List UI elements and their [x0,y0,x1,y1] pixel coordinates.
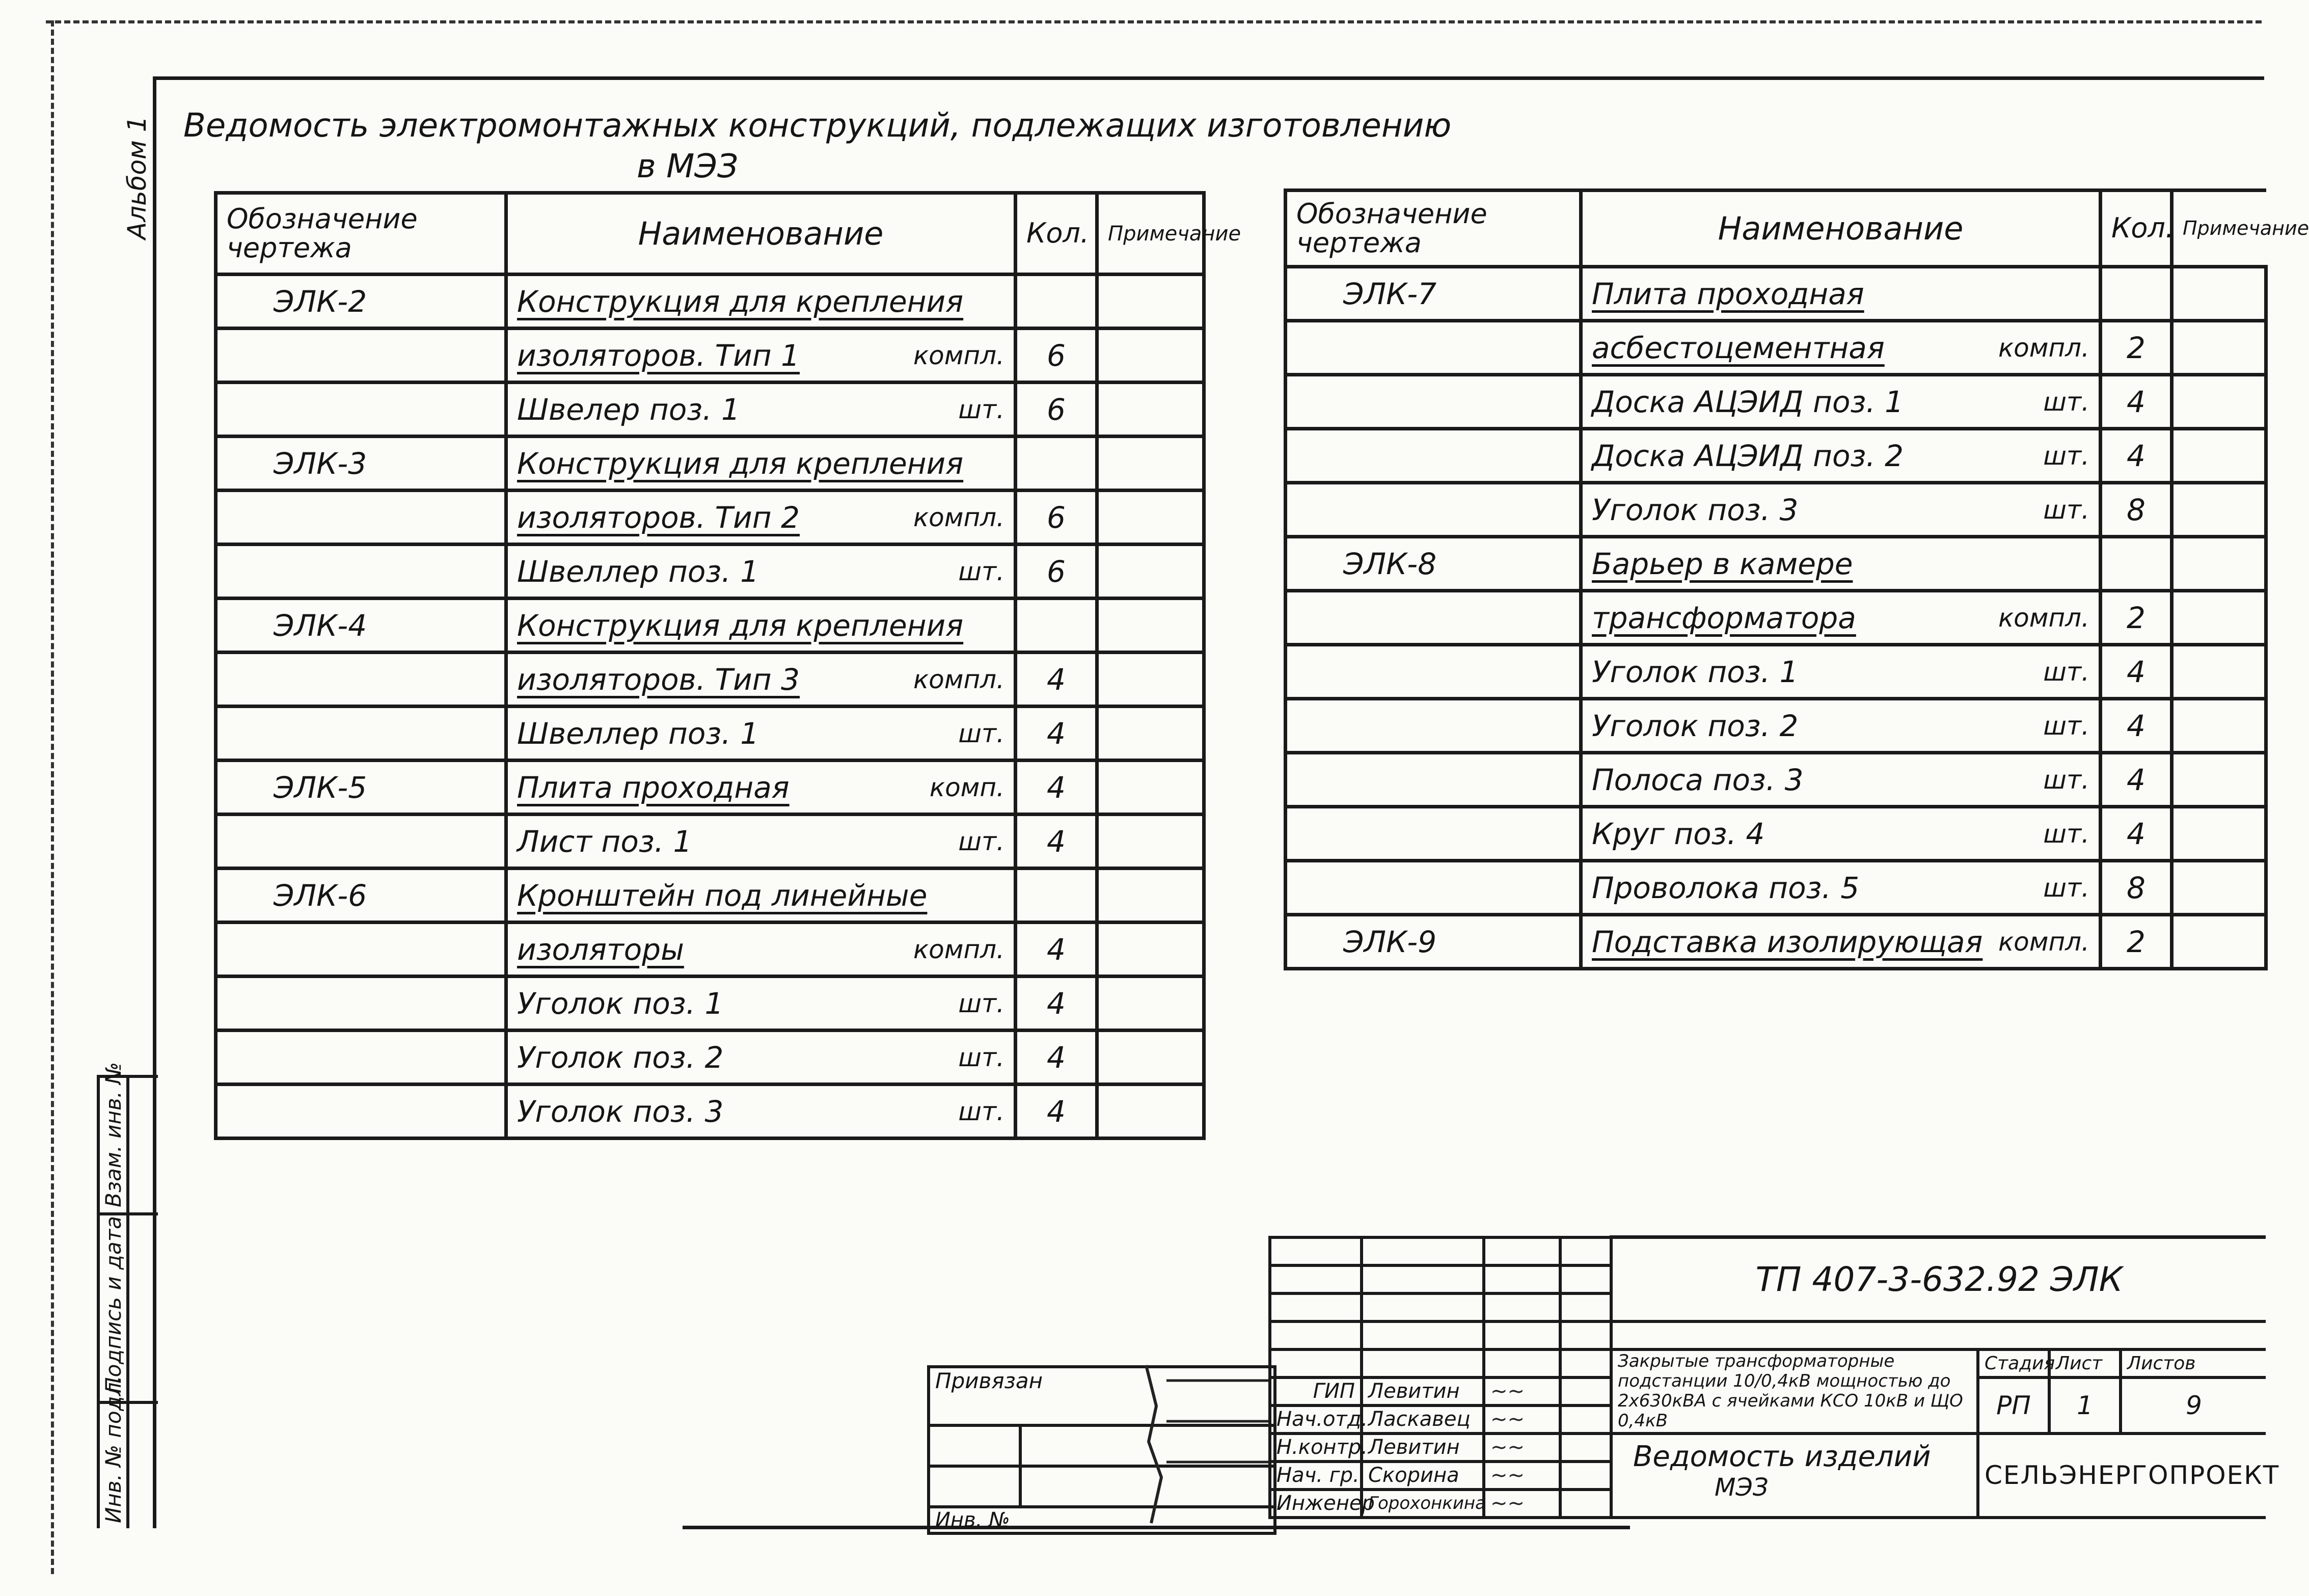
item-name-cell [1581,429,2101,483]
col-qty: Кол. [2101,191,2172,267]
item-note [2172,861,2266,915]
organization: СЕЛЬЭНЕРГОПРОЕКТ [1978,1433,2266,1518]
table-row [1286,807,2266,861]
item-name: Уголок поз. 3 [517,1094,724,1129]
sheets-label: Листов [2121,1349,2266,1377]
drawing-code [216,1085,506,1139]
item-unit: шт. [2043,495,2089,525]
item-unit: шт. [958,394,1004,424]
item-qty: 4 [1016,761,1097,815]
table-row [216,275,1204,329]
table-row [216,761,1204,815]
item-note [2172,537,2266,591]
role-1: Нач.отд. [1270,1405,1362,1433]
item-name: Конструкция для крепления [517,446,964,481]
table-row [1286,429,2266,483]
item-note [1097,815,1204,869]
item-unit: компл. [913,664,1004,694]
inner-left-border [153,76,156,1528]
item-name-cell [1581,591,2101,645]
title-block [1268,1235,2280,1519]
item-qty: 4 [2101,753,2172,807]
table-row [1286,861,2266,915]
item-note [1097,869,1204,923]
item-name: Полоса поз. 3 [1592,762,1804,797]
item-qty: 4 [2101,429,2172,483]
item-name: Уголок поз. 2 [1592,708,1799,743]
table-row [216,329,1204,383]
item-note [1097,977,1204,1031]
item-qty: 4 [1016,1031,1097,1085]
item-unit: компл. [913,934,1004,964]
drawing-code [1286,645,1581,699]
item-unit: компл. [913,340,1004,370]
item-unit: шт. [958,826,1004,856]
item-name-cell [1581,645,2101,699]
item-name-cell [506,761,1016,815]
drawing-code [216,923,506,977]
item-note [1097,761,1204,815]
role-2: Н.контр. [1270,1433,1362,1462]
table-row [216,545,1204,599]
item-name-cell [506,869,1016,923]
item-name: Швелер поз. 1 [517,392,740,427]
item-name-cell [1581,699,2101,753]
item-name: Барьер в камере [1592,546,1853,581]
role-0: ГИП [1270,1377,1362,1405]
privyazan-label: Привязан [929,1367,1275,1425]
item-qty [1016,275,1097,329]
item-name-cell [1581,321,2101,375]
item-name: Швеллер поз. 1 [517,554,759,589]
name-4: Горохонкина [1362,1490,1484,1518]
item-name: изоляторы [517,932,684,967]
drawing-code: ЭЛК-9 [1286,915,1581,969]
right-spec-table [1284,188,2309,970]
item-unit: шт. [958,1096,1004,1126]
item-qty: 4 [1016,977,1097,1031]
item-note [2172,591,2266,645]
drawing-code: ЭЛК-7 [1286,267,1581,321]
item-qty: 6 [1016,491,1097,545]
sheet-title-line1: Ведомость изделий [1633,1440,1931,1473]
item-note [1097,491,1204,545]
item-note [1097,545,1204,599]
col-designation: Обозначение чертежа [216,193,506,275]
item-name-cell [1581,537,2101,591]
item-unit: шт. [958,556,1004,586]
item-qty: 4 [1016,923,1097,977]
item-note [2172,321,2266,375]
item-note [2172,753,2266,807]
item-name-cell [506,599,1016,653]
role-4: Инженер [1270,1490,1362,1518]
item-unit: шт. [2043,765,2089,795]
privyazan-inv: Инв. № [929,1507,1275,1533]
project-description: Закрытые трансформаторные подстанции 10/0,4кВ мощностью до 2х630кВА с ячейками КСО 10кВ и ЩО 0,4кВ [1611,1349,1978,1433]
drawing-code: ЭЛК-5 [216,761,506,815]
item-note [2172,699,2266,753]
item-unit: компл. [1998,603,2089,633]
drawing-code [216,1031,506,1085]
left-spec-table [214,191,1241,1140]
drawing-code [216,707,506,761]
item-name: Швеллер поз. 1 [517,716,759,751]
drawing-code [216,815,506,869]
inner-top-border [153,76,2264,80]
item-name-cell [506,977,1016,1031]
item-qty: 4 [2101,645,2172,699]
item-name: Плита проходная [517,770,790,805]
item-qty [1016,437,1097,491]
name-2: Левитин [1362,1433,1484,1462]
item-name-cell [506,1085,1016,1139]
table-row [1286,699,2266,753]
item-name: Лист поз. 1 [517,824,692,859]
drawing-code: ЭЛК-2 [216,275,506,329]
item-name: изоляторов. Тип 3 [517,662,800,697]
side-strip-border-left [97,1075,100,1528]
item-name: изоляторов. Тип 2 [517,500,800,535]
item-qty: 4 [2101,375,2172,429]
item-name: Кронштейн под линейные [517,878,928,913]
item-note [1097,1031,1204,1085]
side-strip-div-1 [97,1212,158,1215]
item-name: Уголок поз. 2 [517,1040,724,1075]
item-qty: 4 [1016,815,1097,869]
top-frame-dashed [46,20,2262,23]
table-row [1286,753,2266,807]
sheet-label: Лист [2049,1349,2121,1377]
item-unit: шт. [2043,441,2089,471]
drawing-code [1286,591,1581,645]
item-name: Уголок поз. 1 [1592,654,1799,689]
item-name-cell [506,1031,1016,1085]
item-name: Конструкция для крепления [517,608,964,643]
item-note [2172,645,2266,699]
col-qty: Кол. [1016,193,1097,275]
item-name: Конструкция для крепления [517,284,964,319]
drawing-code [1286,699,1581,753]
item-qty [2101,537,2172,591]
document-subtitle: в МЭЗ [637,148,738,185]
item-note [2172,807,2266,861]
drawing-code [1286,429,1581,483]
table-row [1286,645,2266,699]
item-qty: 6 [1016,329,1097,383]
item-note [1097,437,1204,491]
drawing-code [1286,375,1581,429]
name-0: Левитин [1362,1377,1484,1405]
item-note [1097,329,1204,383]
item-qty: 4 [2101,699,2172,753]
item-note [2172,375,2266,429]
signature-2: ~~ [1484,1433,1560,1462]
col-designation: Обозначение чертежа [1286,191,1581,267]
item-name: Плита проходная [1592,276,1864,311]
sheets-value: 9 [2121,1377,2266,1433]
signature-0: ~~ [1484,1377,1560,1405]
table-row [216,383,1204,437]
stage-value: РП [1978,1377,2049,1433]
side-strip-podpis: Подпись и дата [101,1216,126,1393]
item-qty: 2 [2101,915,2172,969]
item-note [2172,915,2266,969]
item-unit: шт. [2043,711,2089,741]
item-name-cell [1581,753,2101,807]
col-note: Примечание [1097,193,1204,275]
name-3: Скорина [1362,1462,1484,1490]
item-unit: комп. [929,772,1004,802]
stage-label: Стадия [1978,1349,2049,1377]
item-unit: шт. [958,1042,1004,1072]
table-row [1286,537,2266,591]
table-row [216,491,1204,545]
table-row [216,599,1204,653]
table-header-row [216,193,1204,275]
drawing-code [1286,807,1581,861]
role-3: Нач. гр. [1270,1462,1362,1490]
table-row [216,707,1204,761]
drawing-code [1286,753,1581,807]
drawing-code [216,383,506,437]
item-name-cell [506,653,1016,707]
table-row [216,869,1204,923]
col-name: Наименование [506,193,1016,275]
item-unit: компл. [913,502,1004,532]
item-name: трансформатора [1592,600,1856,635]
item-name: Доска АЦЭИД поз. 1 [1592,384,1904,419]
table-row [1286,267,2266,321]
item-name: Подставка изолирующая [1592,924,1983,959]
table-row [216,1085,1204,1139]
item-unit: шт. [958,718,1004,748]
connector-mark [1136,1360,1279,1528]
item-name-cell [506,437,1016,491]
item-qty: 6 [1016,383,1097,437]
item-note [1097,599,1204,653]
item-name-cell [506,545,1016,599]
item-unit: компл. [1998,927,2089,957]
item-name-cell [506,707,1016,761]
table-row [216,1031,1204,1085]
item-note [1097,1085,1204,1139]
table-row [216,977,1204,1031]
album-label: Альбом 1 [122,116,152,239]
sheet-title-line2: МЭЗ [1715,1473,1769,1502]
left-frame-dashed [51,20,54,1574]
item-name: асбестоцементная [1592,330,1885,365]
item-qty: 4 [2101,807,2172,861]
signature-1: ~~ [1484,1405,1560,1433]
drawing-code [1286,321,1581,375]
item-unit: шт. [2043,387,2089,417]
sheet-value: 1 [2049,1377,2121,1433]
drawing-code [216,545,506,599]
item-name: Круг поз. 4 [1592,816,1765,851]
item-name-cell [1581,483,2101,537]
side-strip-vzam: Взам. инв. № [101,1062,126,1207]
table-row [1286,915,2266,969]
item-qty [1016,869,1097,923]
signature-3: ~~ [1484,1462,1560,1490]
item-name-cell [1581,807,2101,861]
drawing-code: ЭЛК-3 [216,437,506,491]
signature-4: ~~ [1484,1490,1560,1518]
table-row [216,815,1204,869]
table-header-row [1286,191,2266,267]
drawing-code [216,491,506,545]
item-note [2172,267,2266,321]
item-name: изоляторов. Тип 1 [517,338,800,373]
item-qty: 2 [2101,591,2172,645]
drawing-code [216,329,506,383]
stamp-person-row [1270,1433,2266,1462]
drawing-code: ЭЛК-4 [216,599,506,653]
item-name-cell [1581,267,2101,321]
item-qty: 2 [2101,321,2172,375]
table-row [216,653,1204,707]
item-qty: 8 [2101,861,2172,915]
item-unit: компл. [1998,333,2089,363]
side-strip-border-mid [126,1075,129,1528]
sheet-title [1611,1433,1978,1518]
table-row [1286,591,2266,645]
name-1: Ласкавец [1362,1405,1484,1433]
table-row [1286,375,2266,429]
item-qty: 4 [1016,1085,1097,1139]
item-unit: шт. [2043,819,2089,849]
side-strip-inv-podl: Инв. № подл. [101,1375,126,1523]
drawing-code [216,977,506,1031]
item-qty: 6 [1016,545,1097,599]
item-name-cell [1581,915,2101,969]
item-note [1097,383,1204,437]
item-qty: 4 [1016,653,1097,707]
item-qty [2101,267,2172,321]
col-name: Наименование [1581,191,2101,267]
item-note [1097,923,1204,977]
item-qty: 4 [1016,707,1097,761]
item-note [2172,483,2266,537]
drawing-code [1286,483,1581,537]
col-note: Примечание [2172,191,2266,267]
item-name-cell [1581,861,2101,915]
table-row [1286,321,2266,375]
item-name-cell [506,329,1016,383]
doc-code: ТП 407-3-632.92 ЭЛК [1611,1237,2266,1321]
item-note [1097,653,1204,707]
item-note [1097,707,1204,761]
drawing-code [216,653,506,707]
item-name-cell [506,815,1016,869]
item-name-cell [506,491,1016,545]
item-qty [1016,599,1097,653]
item-unit: шт. [2043,657,2089,687]
item-name: Проволока поз. 5 [1592,870,1860,905]
item-name-cell [506,383,1016,437]
item-name-cell [506,275,1016,329]
item-note [1097,275,1204,329]
item-name: Доска АЦЭИД поз. 2 [1592,438,1904,473]
item-name-cell [1581,375,2101,429]
document-title: Ведомость электромонтажных конструкций, подлежащих изготовлению [183,107,1452,145]
item-name: Уголок поз. 3 [1592,492,1799,527]
table-row [1286,483,2266,537]
item-name: Уголок поз. 1 [517,986,724,1021]
item-unit: шт. [958,988,1004,1018]
table-row [216,437,1204,491]
item-note [2172,429,2266,483]
drawing-code: ЭЛК-6 [216,869,506,923]
item-unit: шт. [2043,873,2089,903]
table-row [216,923,1204,977]
drawing-code [1286,861,1581,915]
item-qty: 8 [2101,483,2172,537]
drawing-code: ЭЛК-8 [1286,537,1581,591]
item-name-cell [506,923,1016,977]
